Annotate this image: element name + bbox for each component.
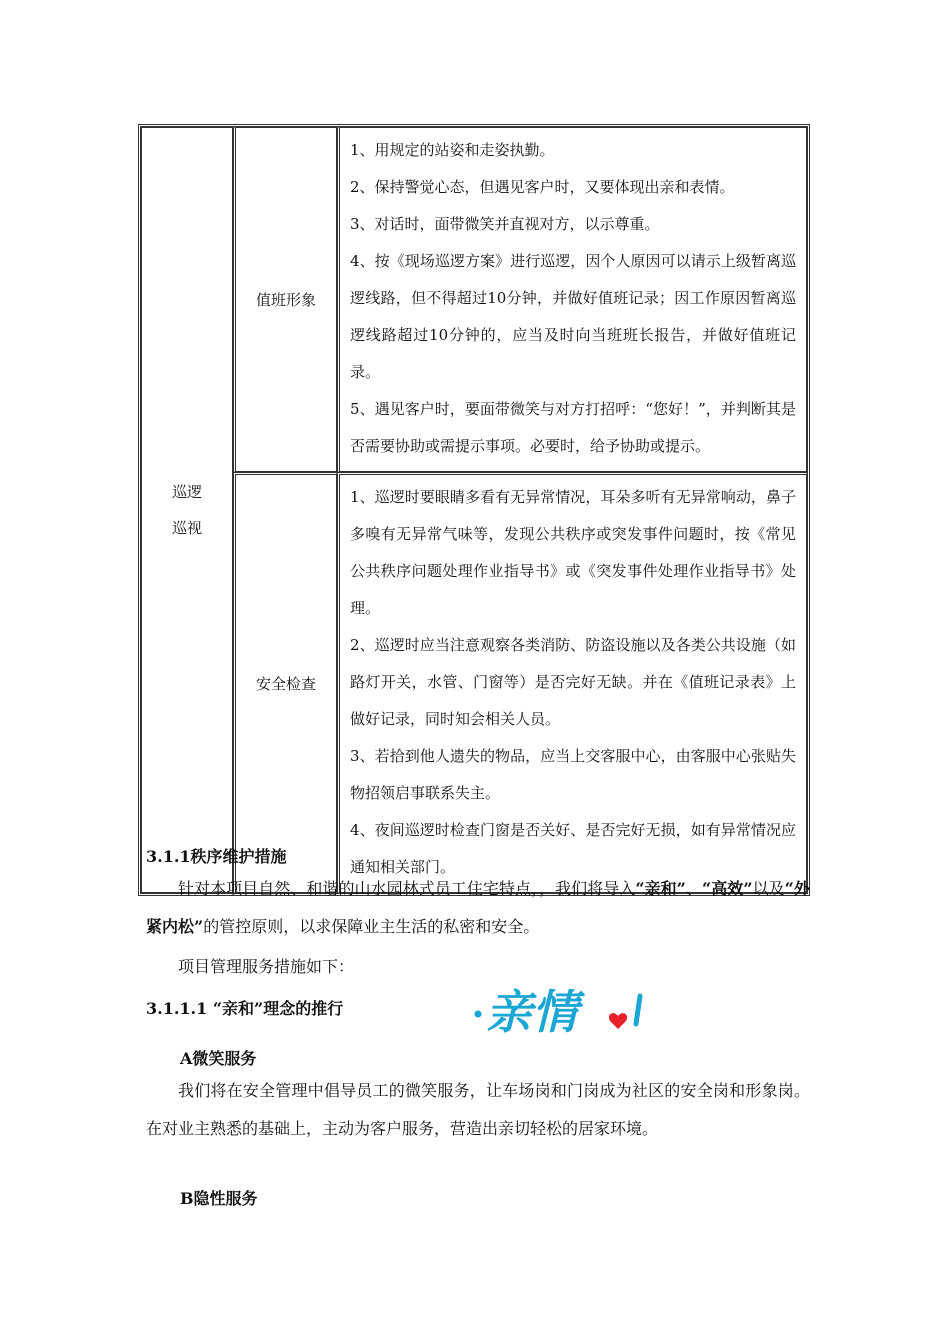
category-cell bbox=[141, 127, 233, 893]
logo-text: 亲情 bbox=[486, 985, 578, 1039]
emphasis-gaoxiao: “高效” bbox=[701, 879, 753, 898]
row-label-safety-check: 安全检查 bbox=[233, 472, 337, 893]
category-line-2: 巡视 bbox=[171, 519, 202, 537]
emphasis-waijin-neisong: “外紧内松” bbox=[146, 879, 810, 936]
patrol-standards-table bbox=[138, 124, 810, 896]
para-text: 针对本项目自然、和谐的山水园林式员工住宅特点，，我们将导入 bbox=[178, 879, 636, 898]
subheading-smile-service: A微笑服务 bbox=[180, 1049, 257, 1068]
paragraph-measures-intro: 项目管理服务措施如下： bbox=[178, 957, 355, 976]
row-label-duty-image: 值班形象 bbox=[233, 127, 337, 472]
table-row bbox=[141, 127, 807, 472]
table-row bbox=[141, 472, 807, 893]
emphasis-qinhe: “亲和” bbox=[635, 879, 686, 898]
list-item: 4、夜间巡逻时检查门窗是否关好、是否完好无损，如有异常情况应通知相关部门。 bbox=[350, 821, 796, 876]
list-item: 2、巡逻时应当注意观察各类消防、防盗设施以及各类公共设施（如路灯开关，水管、门窗等）是否完好无缺。并在《值班记录表》上做好记录，同时知会相关人员。 bbox=[350, 636, 796, 728]
list-item: 1、用规定的站姿和走姿执勤。 bbox=[350, 141, 555, 159]
row-content-duty-image bbox=[337, 127, 807, 472]
para-text: 的管控原则，以求保障业主生活的私密和安全。 bbox=[203, 917, 540, 936]
para-text: 、 bbox=[685, 879, 702, 898]
para-text: 以及 bbox=[752, 879, 785, 898]
paragraph-intro bbox=[146, 870, 810, 946]
list-item: 3、对话时，面带微笑并直视对方，以示尊重。 bbox=[350, 215, 660, 233]
list-item: 1、巡逻时要眼睛多看有无异常情况，耳朵多听有无异常响动，鼻子多嗅有无异常气味等，发现公共秩序或突发事件问题时，按《常见公共秩序问题处理作业指导书》或《突发事件处理作业指导书》处理。 bbox=[350, 488, 796, 617]
paragraph-smile-service: 我们将在安全管理中倡导员工的微笑服务，让车场岗和门岗成为社区的安全岗和形象岗。在对业主熟悉的基础上，主动为客户服务，营造出亲切轻松的居家环境。 bbox=[146, 1081, 810, 1138]
row-content-safety-check bbox=[337, 472, 807, 893]
patrol-table bbox=[138, 124, 810, 896]
heart-icon bbox=[609, 1013, 627, 1029]
list-item: 4、按《现场巡逻方案》进行巡逻，因个人原因可以请示上级暂离巡逻线路，但不得超过10分钟，并做好值班记录；因工作原因暂离巡逻线路超过10分钟的，应当及时向当班班长报告，并做好值班记录。 bbox=[350, 252, 796, 381]
category-line-1: 巡逻 bbox=[171, 483, 202, 501]
qinqing-logo-graphic bbox=[468, 976, 648, 1046]
section-heading-311: 3.1.1秩序维护措施 bbox=[146, 847, 287, 866]
section-heading-3111: 3.1.1.1 “亲和”理念的推行 bbox=[146, 999, 344, 1018]
subheading-hidden-service: B隐性服务 bbox=[180, 1189, 258, 1208]
list-item: 3、若拾到他人遗失的物品，应当上交客服中心，由客服中心张贴失物招领启事联系失主。 bbox=[350, 747, 796, 802]
list-item: 2、保持警觉心态，但遇见客户时，又要体现出亲和表情。 bbox=[350, 178, 735, 196]
list-item: 5、遇见客户时，要面带微笑与对方打招呼：“您好！”，并判断其是否需要协助或需提示事项。必要时，给予协助或提示。 bbox=[350, 400, 796, 455]
qinqing-logo bbox=[468, 976, 648, 1046]
